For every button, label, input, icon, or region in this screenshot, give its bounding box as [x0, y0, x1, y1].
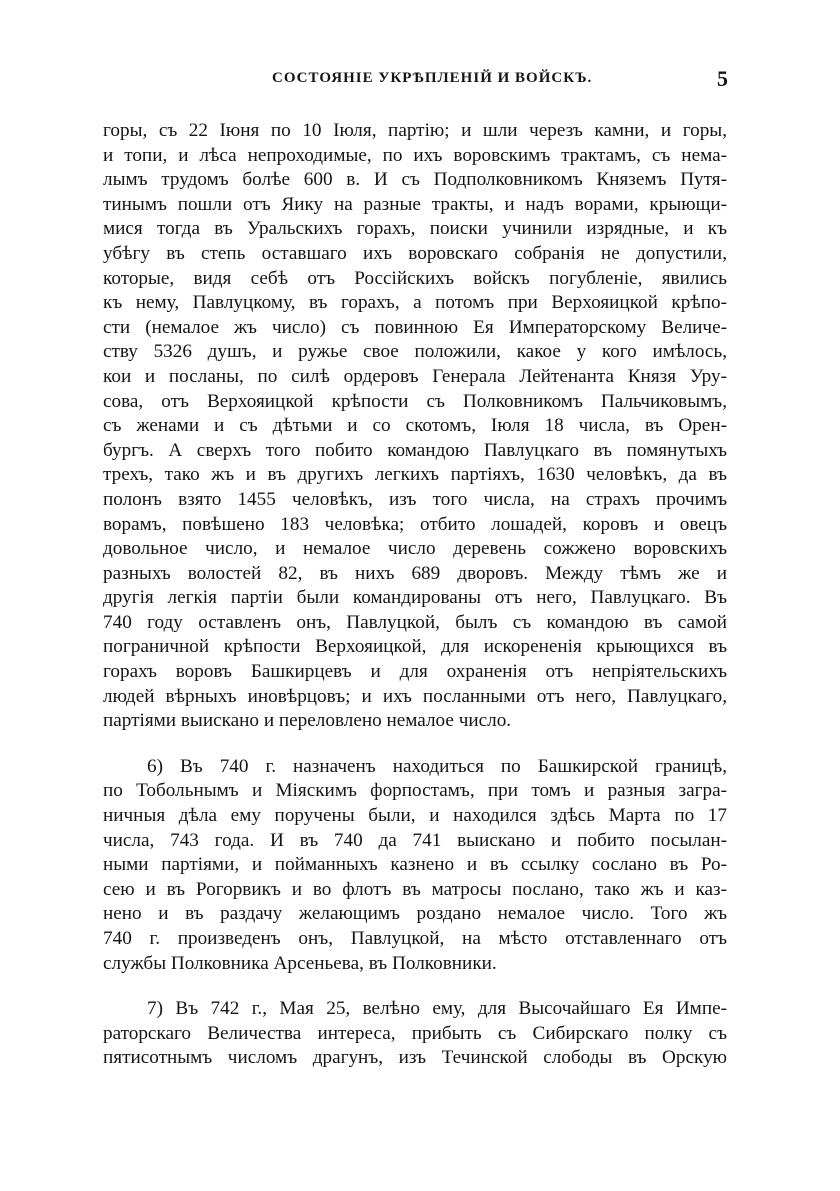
text-line: 6) Въ 740 г. назначенъ находиться по Башкирской границѣ, [147, 755, 727, 777]
text-line: нено и въ раздачу желающимъ роздано немалое число. Того жъ [103, 903, 727, 925]
text-line: полонъ взято 1455 человѣкъ, изъ того числа, на страхъ прочимъ [103, 488, 727, 510]
text-line: числа, 743 года. И въ 740 да 741 выискано и побито посылан- [103, 829, 727, 851]
text-line: по Тобольнымъ и Міяскимъ форпостамъ, при томъ и разныя загра- [103, 780, 727, 802]
text-line: горы, съ 22 Іюня по 10 Іюля, партію; и шли черезъ камни, и горы, [103, 120, 727, 141]
text-line: которые, видя себѣ отъ Россійскихъ войскъ погубленіе, явились [103, 267, 727, 289]
running-title: СОСТОЯНІЕ УКРѢПЛЕНІЙ И ВОЙСКЪ. [272, 70, 593, 86]
text-line: пограничной крѣпости Верхояицкой, для искорененія крыющихся въ [103, 636, 727, 658]
text-line: и топи, и лѣса непроходимые, по ихъ воровскимъ трактамъ, съ нема- [103, 144, 727, 166]
text-line: довольное число, и немалое число деревень сожжено воровскихъ [103, 538, 727, 560]
text-line: другія легкія партіи были командированы отъ него, Павлуцкаго. Въ [103, 587, 727, 609]
paragraph-spacer [103, 976, 727, 997]
text-line: 740 г. произведенъ онъ, Павлуцкой, на мѣсто отставленнаго отъ [103, 928, 727, 949]
text-line: раторскаго Величества интереса, прибыть съ Сибирскаго полку съ [103, 1022, 727, 1044]
text-line: мися тогда въ Уральскихъ горахъ, поиски учинили изрядные, и къ [103, 218, 727, 240]
text-line: 740 году оставленъ онъ, Павлуцкой, былъ съ командою въ самой [103, 611, 727, 633]
text-line: кои и посланы, по силѣ ордеровъ Генерала Лейтенанта Князя Уру- [103, 365, 727, 387]
text-line: горахъ воровъ Башкирцевъ и для охраненія отъ непріятельскихъ [103, 661, 727, 683]
text-line: съ женами и съ дѣтьми и со скотомъ, Іюля 18 числа, въ Орен- [103, 415, 727, 437]
text-line: людей вѣрныхъ иновѣрцовъ; и ихъ посланными отъ него, Павлуцкаго, [103, 685, 727, 707]
text-line: сти (немалое жъ число) съ повинною Ея Императорскому Величе- [103, 316, 727, 338]
text-line: ству 5326 душъ, и ружье свое положили, какое у кого имѣлось, [103, 341, 727, 363]
page-number: 5 [717, 66, 728, 91]
text-line: трехъ, тако жъ и въ другихъ легкихъ партіяхъ, 1630 человѣкъ, да въ [103, 464, 727, 486]
text-line: ворамъ, повѣшено 183 человѣка; отбито лошадей, коровъ и овецъ [103, 513, 727, 535]
text-line: пятисотнымъ числомъ драгунъ, изъ Течинской слободы въ Орскую [103, 1047, 727, 1069]
text-line: службы Полковника Арсеньева, въ Полковники. [103, 952, 497, 974]
page-header [0, 66, 840, 96]
text-line: ничныя дѣла ему поручены были, и находился здѣсь Марта по 17 [103, 805, 727, 827]
text-line: лымъ трудомъ болѣе 600 в. И съ Подполковникомъ Княземъ Путя- [103, 169, 727, 191]
text-line: партіями выискано и переловлено немалое число. [103, 710, 512, 732]
text-line: сею и въ Рогорвикъ и во флотъ въ матросы послано, тако жъ и каз- [103, 878, 727, 900]
paragraph-2 [103, 755, 727, 976]
text-line: тинымъ пошли отъ Яику на разные тракты, и надъ ворами, крыющи- [103, 193, 727, 215]
text-line: бургъ. А сверхъ того побито командою Павлуцкаго въ помянутыхъ [103, 439, 727, 461]
paragraph-1 [103, 119, 727, 734]
body-text [103, 119, 727, 1071]
paragraph-spacer [103, 734, 727, 755]
text-line: убѣгу въ степь оставшаго ихъ воровскаго собранія не допустили, [103, 242, 727, 264]
text-line: 7) Въ 742 г., Мая 25, велѣно ему, для Высочайшаго Ея Импе- [147, 998, 727, 1020]
text-line: сова, отъ Верхояицкой крѣпости съ Полковникомъ Пальчиковымъ, [103, 390, 727, 412]
text-line: ными партіями, и пойманныхъ казнено и въ ссылку сослано въ Ро- [103, 854, 727, 876]
text-line: разныхъ волостей 82, въ нихъ 689 дворовъ. Между тѣмъ же и [103, 562, 727, 584]
text-line: къ нему, Павлуцкому, въ горахъ, а потомъ при Верхояицкой крѣпо- [103, 292, 727, 314]
paragraph-3 [103, 997, 727, 1071]
